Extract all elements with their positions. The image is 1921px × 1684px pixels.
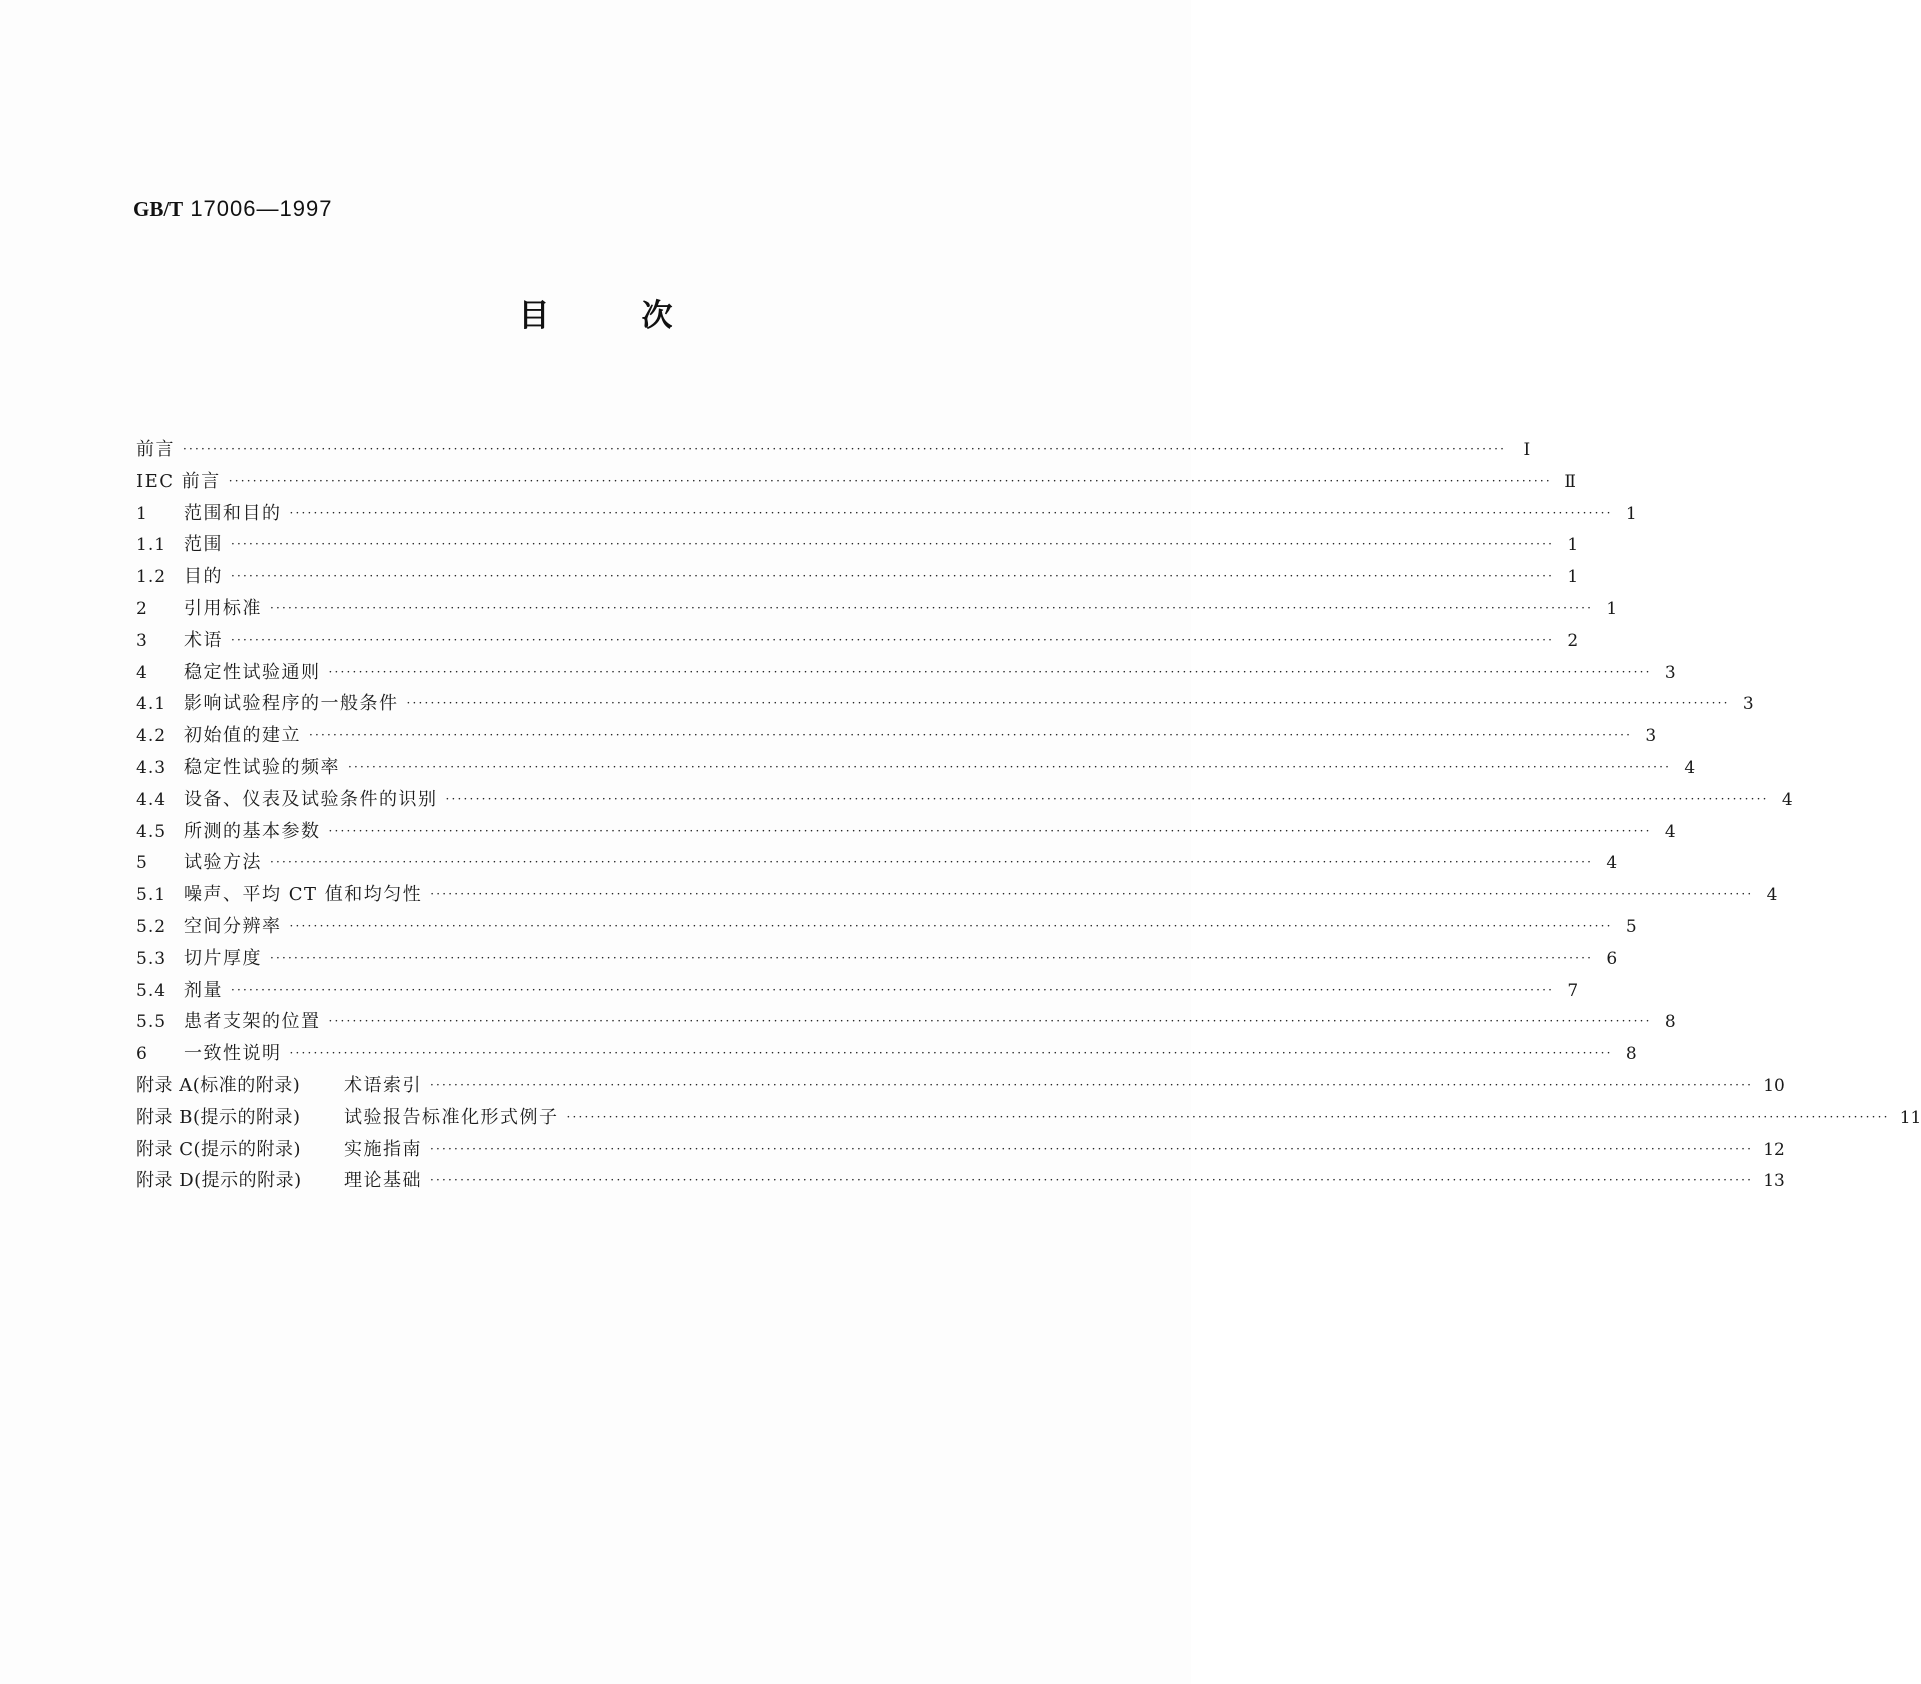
toc-dot-leader: ····························································································································································································································: [231, 537, 1555, 552]
toc-section-title: 空间分辨率: [184, 915, 282, 937]
toc-section-number: 4.1: [136, 694, 167, 715]
toc-section-title: 所测的基本参数: [184, 820, 321, 842]
toc-entry[interactable]: [136, 688, 1754, 720]
toc-page-number: 3: [1664, 662, 1676, 683]
toc-section-title: 初始值的建立: [184, 725, 301, 747]
toc-page-number: 1: [1567, 567, 1579, 588]
toc-page-number: 7: [1567, 980, 1579, 1001]
toc-appendix-label: 附录 B(提示的附录): [136, 1106, 301, 1128]
toc-section-number: 5.4: [136, 980, 167, 1001]
toc-page-number: 5: [1625, 916, 1637, 937]
toc-appendix-label: 附录 A(标准的附录): [136, 1074, 301, 1096]
toc-entry[interactable]: [136, 1165, 1785, 1197]
toc-section-title: 影响试验程序的一般条件: [184, 693, 399, 715]
toc-section-title: 前言: [136, 439, 175, 460]
toc-section-number: 6: [136, 1044, 148, 1065]
toc-dot-leader: ····························································································································································································································: [328, 1014, 1652, 1029]
table-of-contents: [136, 434, 1921, 1197]
toc-dot-leader: ····························································································································································································································: [183, 442, 1507, 456]
toc-entry[interactable]: [136, 720, 1657, 752]
toc-dot-leader: ····························································································································································································································: [430, 887, 1754, 902]
toc-section-title: 设备、仪表及试验条件的识别: [184, 788, 438, 810]
toc-entry[interactable]: [136, 593, 1618, 625]
toc-dot-leader: ····························································································································································································································: [430, 1077, 1754, 1092]
toc-section-title: 试验方法: [184, 852, 262, 874]
toc-dot-leader: ····························································································································································································································: [406, 696, 1730, 711]
toc-page-number: 8: [1625, 1044, 1637, 1065]
toc-dot-leader: ····························································································································································································································: [328, 664, 1652, 679]
toc-page-number: 10: [1763, 1075, 1785, 1096]
toc-entry[interactable]: [136, 879, 1778, 911]
toc-section-title: 切片厚度: [184, 947, 262, 969]
toc-entry[interactable]: [136, 1134, 1785, 1166]
toc-entry[interactable]: [136, 847, 1618, 879]
toc-section-number: 1.1: [136, 535, 167, 556]
toc-section-title: 范围: [184, 534, 223, 556]
toc-page-number: 3: [1645, 726, 1657, 747]
page-title-char-2: 次: [641, 298, 673, 334]
toc-entry[interactable]: [136, 466, 1576, 498]
toc-page-number: 8: [1664, 1012, 1676, 1033]
toc-page-number: 3: [1742, 694, 1754, 715]
toc-section-number: 4.2: [136, 726, 167, 747]
toc-entry[interactable]: [136, 434, 1531, 466]
toc-section-title: 稳定性试验通则: [184, 661, 321, 683]
toc-dot-leader: ····························································································································································································································: [231, 569, 1555, 584]
toc-dot-leader: ····························································································································································································································: [309, 728, 1633, 743]
toc-page-number: 1: [1625, 503, 1637, 524]
toc-page-number: 11: [1899, 1107, 1921, 1128]
toc-section-number: 4.4: [136, 789, 167, 810]
toc-section-title: 一致性说明: [184, 1043, 282, 1065]
toc-dot-leader: ····························································································································································································································: [270, 855, 1594, 870]
toc-section-title: 实施指南: [344, 1138, 422, 1160]
toc-page-number: 4: [1664, 821, 1676, 842]
toc-page-number: 6: [1606, 948, 1618, 969]
toc-section-number: 3: [136, 630, 148, 651]
toc-dot-leader: ····························································································································································································································: [289, 505, 1613, 520]
toc-dot-leader: ····························································································································································································································: [289, 1046, 1613, 1061]
toc-page-number: Ⅰ: [1523, 440, 1531, 460]
toc-section-title: 引用标准: [184, 597, 262, 619]
toc-dot-leader: ····························································································································································································································: [566, 1109, 1890, 1124]
toc-dot-leader: ····························································································································································································································: [430, 1141, 1754, 1156]
toc-appendix-label: 附录 C(提示的附录): [136, 1138, 302, 1160]
toc-entry[interactable]: [136, 529, 1579, 561]
toc-entry[interactable]: [136, 1006, 1676, 1038]
toc-entry[interactable]: [136, 1038, 1637, 1070]
toc-page-number: 12: [1763, 1139, 1785, 1160]
toc-section-title: 稳定性试验的频率: [184, 756, 340, 778]
toc-page-number: Ⅱ: [1564, 471, 1576, 492]
toc-section-title: 术语: [184, 629, 223, 651]
standard-code: [133, 196, 332, 222]
toc-section-number: 1.2: [136, 567, 167, 588]
toc-entry[interactable]: [136, 561, 1579, 593]
toc-dot-leader: ····························································································································································································································: [328, 823, 1652, 838]
toc-page-number: 1: [1567, 535, 1579, 556]
toc-page-number: 1: [1606, 598, 1618, 619]
toc-entry[interactable]: [136, 943, 1618, 975]
toc-dot-leader: ····························································································································································································································: [228, 473, 1552, 488]
toc-page-number: 4: [1684, 757, 1696, 778]
toc-entry[interactable]: [136, 752, 1696, 784]
toc-section-title: 剂量: [184, 979, 223, 1001]
toc-section-number: 4: [136, 662, 148, 683]
toc-section-number: 4.5: [136, 821, 167, 842]
standard-prefix: GB/T: [133, 197, 184, 221]
toc-page-number: 4: [1606, 853, 1618, 874]
toc-section-title: 患者支架的位置: [184, 1011, 321, 1033]
toc-section-number: 5: [136, 853, 148, 874]
toc-entry[interactable]: [136, 816, 1676, 848]
toc-section-title: IEC 前言: [136, 470, 221, 492]
page-title-char-1: 目: [518, 298, 550, 334]
toc-dot-leader: ····························································································································································································································: [445, 791, 1769, 806]
toc-page-number: 2: [1567, 630, 1579, 651]
toc-section-number: 1: [136, 503, 148, 524]
toc-section-title: 理论基础: [344, 1170, 422, 1192]
toc-section-title: 噪声、平均 CT 值和均匀性: [184, 884, 423, 906]
toc-dot-leader: ····························································································································································································································: [270, 950, 1594, 965]
toc-entry[interactable]: [136, 1070, 1785, 1102]
toc-entry[interactable]: [136, 911, 1637, 943]
toc-dot-leader: ····························································································································································································································: [289, 918, 1613, 933]
toc-dot-leader: ····························································································································································································································: [270, 600, 1594, 615]
toc-dot-leader: ····························································································································································································································: [231, 982, 1555, 997]
toc-appendix-label: 附录 D(提示的附录): [136, 1170, 302, 1192]
toc-entry[interactable]: [136, 498, 1637, 530]
toc-entry[interactable]: [136, 657, 1676, 689]
toc-section-number: 5.3: [136, 948, 167, 969]
toc-section-title: 目的: [184, 566, 223, 588]
toc-section-number: 5.2: [136, 916, 167, 937]
toc-section-number: 4.3: [136, 757, 167, 778]
toc-section-title: 术语索引: [344, 1074, 422, 1096]
toc-entry[interactable]: [136, 784, 1793, 816]
page-title: [0, 290, 1191, 335]
toc-dot-leader: ····························································································································································································································: [231, 632, 1555, 647]
toc-section-number: 5.5: [136, 1012, 167, 1033]
toc-section-title: 试验报告标准化形式例子: [344, 1106, 559, 1128]
toc-dot-leader: ····························································································································································································································: [430, 1173, 1754, 1188]
toc-entry[interactable]: [136, 625, 1579, 657]
toc-page-number: 4: [1781, 789, 1793, 810]
toc-section-number: 5.1: [136, 885, 167, 906]
toc-entry[interactable]: [136, 975, 1579, 1007]
toc-section-number: 2: [136, 598, 148, 619]
toc-section-title: 范围和目的: [184, 502, 282, 524]
toc-dot-leader: ····························································································································································································································: [348, 759, 1672, 774]
toc-page-number: 4: [1766, 885, 1778, 906]
standard-number: 17006—1997: [190, 196, 333, 221]
toc-page-number: 13: [1763, 1171, 1785, 1192]
toc-entry[interactable]: [136, 1102, 1921, 1134]
